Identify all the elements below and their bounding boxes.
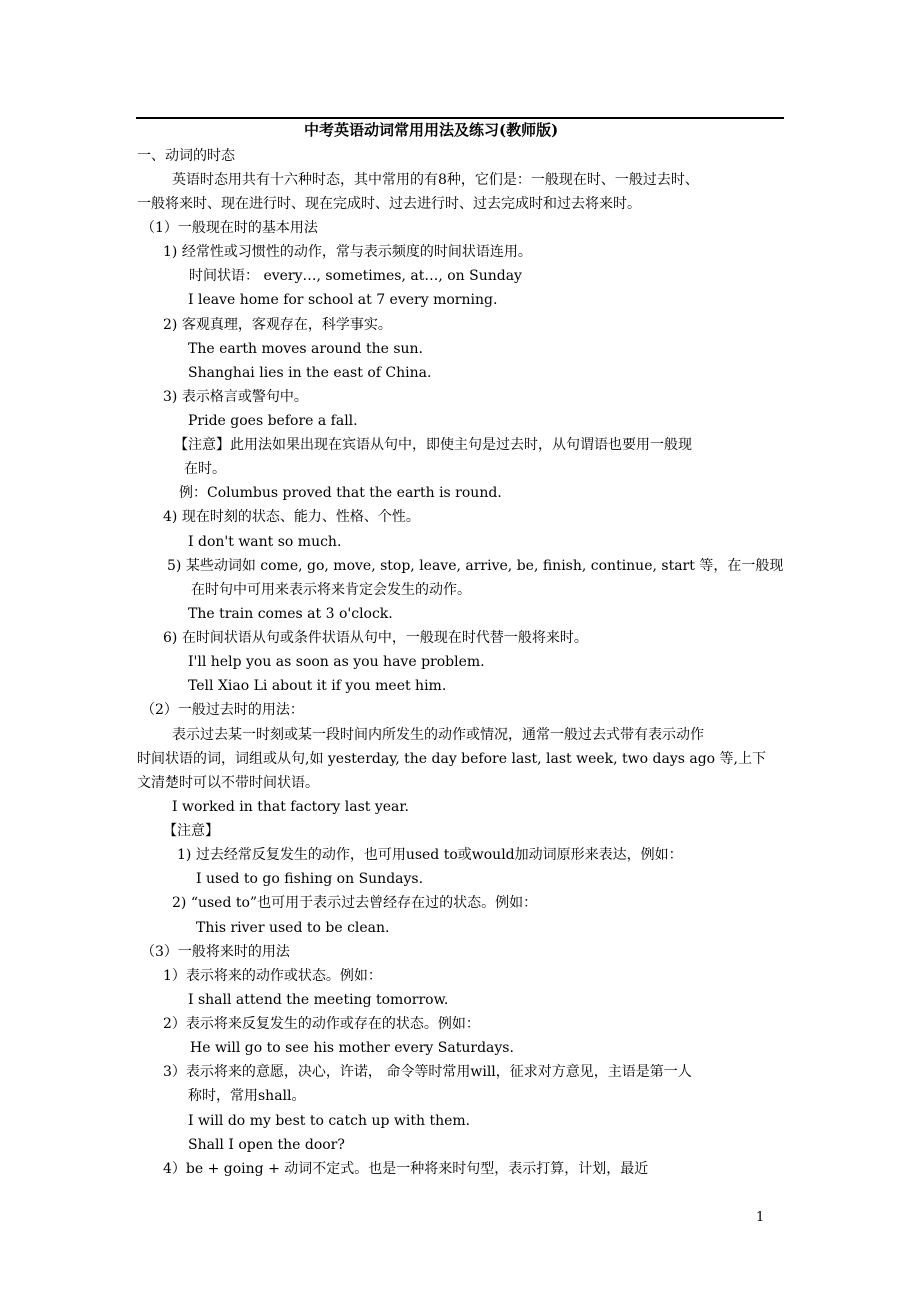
text-line: 时间状语： every…, sometimes, at…, on Sunday [189, 268, 522, 284]
text-line: Tell Xiao Li about it if you meet him. [188, 678, 447, 694]
page-number: 1 [756, 1210, 765, 1225]
text-line: 3) 表示格言或警句中。 [163, 389, 308, 405]
text-line: 在时句中可用来表示将来肯定会发生的动作。 [191, 582, 471, 598]
text-line: 例：Columbus proved that the earth is round. [179, 485, 502, 501]
text-line: 6) 在时间状语从句或条件状语从句中，一般现在时代替一般将来时。 [163, 630, 588, 646]
text-line: 文清楚时可以不带时间状语。 [137, 775, 319, 791]
header-rule [136, 117, 784, 119]
text-line: 2) “used to”也可用于表示过去曾经存在过的状态。例如： [172, 895, 538, 911]
text-line: 4）be + going + 动词不定式。也是一种将来时句型，表示打算，计划，最近 [163, 1161, 649, 1177]
text-line: （3）一般将来时的用法 [141, 944, 290, 960]
text-line: 称时，常用shall。 [188, 1088, 306, 1104]
text-line: 【注意】此用法如果出现在宾语从句中，即使主句是过去时，从句谓语也要用一般现 [174, 437, 692, 453]
document-title: 中考英语动词常用用法及练习(教师版) [304, 121, 559, 139]
text-line: 在时。 [184, 461, 226, 477]
text-line: The earth moves around the sun. [188, 341, 423, 357]
text-line: 1) 过去经常反复发生的动作，也可用used to或would加动词原形来表达，例如： [177, 847, 683, 863]
text-line: I used to go fishing on Sundays. [196, 871, 424, 887]
text-line: 2）表示将来反复发生的动作或存在的状态。例如： [163, 1016, 480, 1032]
text-line: 3）表示将来的意愿，决心，许诺， 命令等时常用will，征求对方意见，主语是第一人 [163, 1064, 692, 1080]
text-line: I will do my best to catch up with them. [188, 1113, 471, 1129]
text-line: 一、动词的时态 [137, 148, 235, 164]
text-line: 时间状语的词，词组或从句,如 yesterday, the day before last, last week, two days ago 等,上下 [137, 751, 767, 767]
text-line: 4) 现在时刻的状态、能力、性格、个性。 [163, 509, 420, 525]
text-line: I'll help you as soon as you have problem. [188, 654, 485, 670]
text-line: He will go to see his mother every Saturdays. [190, 1040, 514, 1056]
text-line: I shall attend the meeting tomorrow. [188, 992, 449, 1008]
text-line: 【注意】 [163, 823, 219, 839]
text-line: Pride goes before a fall. [188, 413, 358, 429]
text-line: 1）表示将来的动作或状态。例如： [163, 968, 382, 984]
text-line: Shanghai lies in the east of China. [188, 365, 432, 381]
text-line: 表示过去某一时刻或某一段时间内所发生的动作或情况，通常一般过去式带有表示动作 [172, 727, 704, 743]
text-line: 5) 某些动词如 come, go, move, stop, leave, arrive, be, finish, continue, start 等，在一般现 [167, 558, 784, 574]
text-line: 英语时态用共有十六种时态，其中常用的有8种，它们是：一般现在时、一般过去时、 [172, 172, 699, 188]
text-line: This river used to be clean. [196, 920, 390, 936]
text-line: The train comes at 3 o'clock. [188, 606, 393, 622]
text-line: 1) 经常性或习惯性的动作，常与表示频度的时间状语连用。 [163, 244, 532, 260]
text-line: I leave home for school at 7 every morning. [188, 292, 498, 308]
text-line: 一般将来时、现在进行时、现在完成时、过去进行时、过去完成时和过去将来时。 [137, 196, 641, 212]
text-line: Shall I open the door? [188, 1137, 345, 1153]
text-line: （1）一般现在时的基本用法 [141, 220, 318, 236]
text-line: I don't want so much. [188, 534, 342, 550]
text-line: I worked in that factory last year. [172, 799, 409, 815]
text-line: （2）一般过去时的用法： [141, 702, 304, 718]
text-line: 2) 客观真理，客观存在，科学事实。 [163, 317, 392, 333]
